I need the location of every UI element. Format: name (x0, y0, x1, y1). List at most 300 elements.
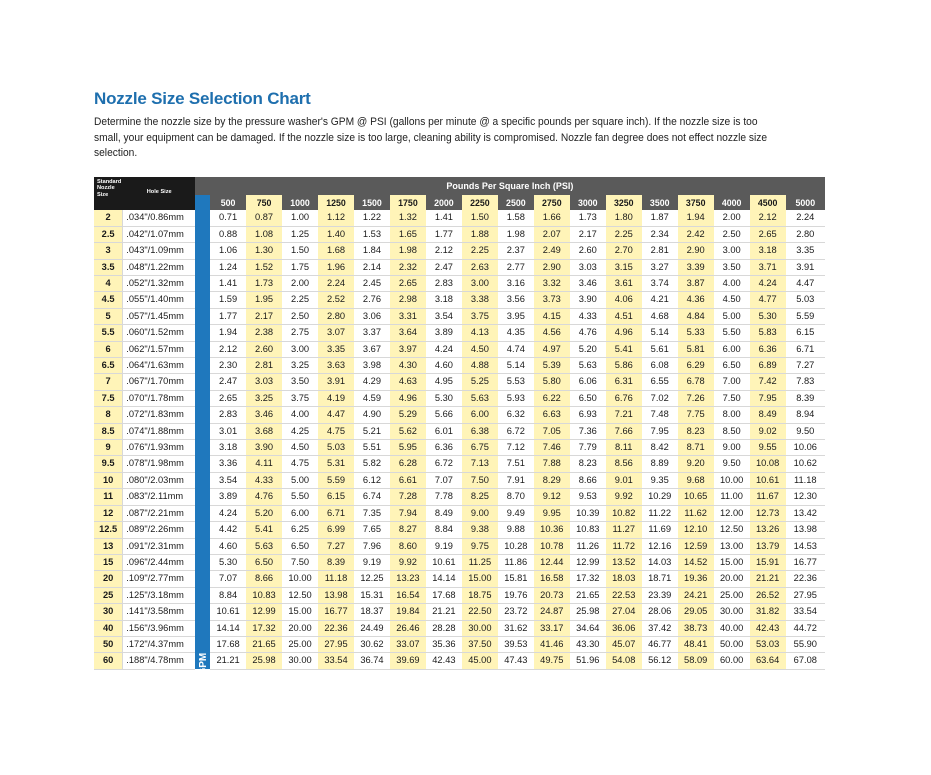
gpm-value-cell: 9.88 (498, 522, 534, 538)
gpm-value-cell: 48.41 (678, 636, 714, 652)
gpm-value-cell: 3.56 (498, 292, 534, 308)
gpm-value-cell: 6.78 (678, 374, 714, 390)
gpm-value-cell: 0.88 (210, 226, 246, 242)
gpm-value-cell: 4.76 (570, 325, 606, 341)
gpm-value-cell: 10.36 (534, 522, 570, 538)
gpm-value-cell: 5.20 (570, 341, 606, 357)
gpm-value-cell: 13.00 (714, 538, 750, 554)
gpm-value-cell: 4.47 (786, 276, 825, 292)
psi-header-3250: 3250 (606, 195, 642, 210)
gpm-value-cell: 13.98 (786, 522, 825, 538)
gpm-value-cell: 14.03 (642, 554, 678, 570)
gpm-value-cell: 2.17 (570, 226, 606, 242)
gpm-value-cell: 5.80 (534, 374, 570, 390)
gpm-value-cell: 6.38 (462, 423, 498, 439)
gpm-value-cell: 5.03 (318, 440, 354, 456)
gpm-value-cell: 4.13 (462, 325, 498, 341)
gpm-value-cell: 8.56 (606, 456, 642, 472)
gpm-value-cell: 15.31 (354, 587, 390, 603)
gpm-value-cell: 33.54 (318, 653, 354, 669)
nozzle-size-cell: 3.5 (94, 259, 123, 275)
gpm-value-cell: 2.12 (750, 210, 786, 226)
gpm-value-cell: 2.42 (678, 226, 714, 242)
nozzle-chart (94, 177, 825, 775)
gpm-value-cell: 9.50 (786, 423, 825, 439)
gpm-value-cell: 50.00 (714, 636, 750, 652)
gpm-value-cell: 7.75 (678, 407, 714, 423)
gpm-value-cell: 7.36 (570, 423, 606, 439)
gpm-value-cell: 20.00 (282, 620, 318, 636)
gpm-value-cell: 4.42 (210, 522, 246, 538)
psi-header-1750: 1750 (390, 195, 426, 210)
hole-size-cell: .188"/4.78mm (123, 653, 195, 669)
gpm-value-cell: 13.98 (318, 587, 354, 603)
gpm-value-cell: 2.24 (786, 210, 825, 226)
nozzle-size-cell: 40 (94, 620, 123, 636)
hole-size-cell: .043"/1.09mm (123, 243, 195, 259)
gpm-value-cell: 7.46 (534, 440, 570, 456)
intro-paragraph: Determine the nozzle size by the pressure washer's GPM @ PSI (gallons per minute @ a specific pounds per square inch). If the nozzle size is too small, your equipment can be damaged. If the nozzle size is too large, cleaning ability is compromised. Nozzle fan degree does not effect nozzle size selection. (94, 116, 768, 159)
hole-size-cell: .087"/2.21mm (123, 505, 195, 521)
gpm-value-cell: 5.86 (606, 358, 642, 374)
psi-header-3750: 3750 (678, 195, 714, 210)
gpm-value-cell: 9.68 (678, 472, 714, 488)
gpm-value-cell: 6.36 (750, 341, 786, 357)
psi-header-2000: 2000 (426, 195, 462, 210)
gpm-value-cell: 1.50 (462, 210, 498, 226)
gpm-value-cell: 7.07 (210, 571, 246, 587)
gpm-value-cell: 24.87 (534, 604, 570, 620)
gpm-bar-header (195, 195, 210, 210)
gpm-value-cell: 1.98 (390, 243, 426, 259)
gpm-value-cell: 45.00 (462, 653, 498, 669)
gpm-value-cell: 10.83 (570, 522, 606, 538)
gpm-value-cell: 26.52 (750, 587, 786, 603)
gpm-value-cell: 4.59 (354, 390, 390, 406)
gpm-value-cell: 6.08 (642, 358, 678, 374)
gpm-value-cell: 15.00 (714, 554, 750, 570)
gpm-value-cell: 37.50 (462, 636, 498, 652)
gpm-value-cell: 7.94 (390, 505, 426, 521)
psi-header-1250: 1250 (318, 195, 354, 210)
gpm-value-cell: 9.55 (750, 440, 786, 456)
gpm-value-cell: 2.38 (246, 325, 282, 341)
psi-header-3000: 3000 (570, 195, 606, 210)
gpm-value-cell: 13.79 (750, 538, 786, 554)
gpm-value-cell: 10.06 (786, 440, 825, 456)
gpm-value-cell: 3.91 (786, 259, 825, 275)
gpm-value-cell: 4.33 (570, 308, 606, 324)
gpm-value-cell: 12.30 (786, 489, 825, 505)
gpm-value-cell: 67.08 (786, 653, 825, 669)
gpm-value-cell: 6.50 (714, 358, 750, 374)
gpm-value-cell: 6.61 (390, 472, 426, 488)
gpm-value-cell: 10.29 (642, 489, 678, 505)
gpm-value-cell: 27.04 (606, 604, 642, 620)
gpm-value-cell: 8.49 (750, 407, 786, 423)
gpm-value-cell: 9.00 (714, 440, 750, 456)
gpm-value-cell: 16.77 (786, 554, 825, 570)
gpm-value-cell: 12.99 (246, 604, 282, 620)
gpm-value-cell: 6.01 (426, 423, 462, 439)
gpm-value-cell: 4.74 (498, 341, 534, 357)
gpm-value-cell: 3.87 (678, 276, 714, 292)
gpm-value-cell: 0.71 (210, 210, 246, 226)
gpm-value-cell: 2.83 (426, 276, 462, 292)
gpm-value-cell: 2.76 (354, 292, 390, 308)
gpm-value-cell: 3.25 (246, 390, 282, 406)
gpm-value-cell: 3.07 (318, 325, 354, 341)
gpm-value-cell: 17.68 (210, 636, 246, 652)
gpm-value-cell: 5.41 (246, 522, 282, 538)
gpm-value-cell: 12.44 (534, 554, 570, 570)
gpm-value-cell: 4.60 (426, 358, 462, 374)
gpm-value-cell: 3.18 (210, 440, 246, 456)
header-psi: Pounds Per Square Inch (PSI) (195, 177, 825, 195)
gpm-value-cell: 1.06 (210, 243, 246, 259)
gpm-value-cell: 7.26 (678, 390, 714, 406)
gpm-value-cell: 17.68 (426, 587, 462, 603)
nozzle-size-cell: 11 (94, 489, 123, 505)
gpm-value-cell: 11.18 (786, 472, 825, 488)
gpm-value-cell: 14.14 (426, 571, 462, 587)
gpm-value-cell: 21.65 (246, 636, 282, 652)
gpm-value-cell: 38.73 (678, 620, 714, 636)
gpm-value-cell: 2.65 (750, 226, 786, 242)
gpm-value-cell: 5.95 (390, 440, 426, 456)
gpm-value-cell: 3.75 (282, 390, 318, 406)
psi-header-750: 750 (246, 195, 282, 210)
psi-header-2500: 2500 (498, 195, 534, 210)
gpm-value-cell: 9.75 (462, 538, 498, 554)
hole-size-cell: .057"/1.45mm (123, 308, 195, 324)
nozzle-size-cell: 6.5 (94, 358, 123, 374)
gpm-value-cell: 2.12 (210, 341, 246, 357)
gpm-value-cell: 6.76 (606, 390, 642, 406)
gpm-value-cell: 6.25 (282, 522, 318, 538)
gpm-value-cell: 4.00 (714, 276, 750, 292)
gpm-value-cell: 20.00 (714, 571, 750, 587)
gpm-value-cell: 1.95 (246, 292, 282, 308)
gpm-value-cell: 5.21 (354, 423, 390, 439)
gpm-value-cell: 12.16 (642, 538, 678, 554)
gpm-value-cell: 60.00 (714, 653, 750, 669)
nozzle-size-cell: 9.5 (94, 456, 123, 472)
gpm-value-cell: 1.68 (318, 243, 354, 259)
hole-size-cell: .034"/0.86mm (123, 210, 195, 226)
gpm-value-cell: 11.62 (678, 505, 714, 521)
nozzle-size-cell: 12 (94, 505, 123, 521)
gpm-value-cell: 12.00 (714, 505, 750, 521)
gpm-value-cell: 7.65 (354, 522, 390, 538)
hole-size-cell: .042"/1.07mm (123, 226, 195, 242)
gpm-value-cell: 7.00 (714, 374, 750, 390)
hole-size-cell: .070"/1.78mm (123, 390, 195, 406)
gpm-value-cell: 7.21 (606, 407, 642, 423)
gpm-value-cell: 1.41 (210, 276, 246, 292)
gpm-value-cell: 5.63 (462, 390, 498, 406)
gpm-value-cell: 1.52 (246, 259, 282, 275)
gpm-value-cell: 4.51 (606, 308, 642, 324)
gpm-value-cell: 4.19 (318, 390, 354, 406)
gpm-value-cell: 1.50 (282, 243, 318, 259)
gpm-value-cell: 1.41 (426, 210, 462, 226)
gpm-value-cell: 3.18 (750, 243, 786, 259)
hole-size-cell: .055"/1.40mm (123, 292, 195, 308)
gpm-value-cell: 27.95 (786, 587, 825, 603)
gpm-value-cell: 42.43 (426, 653, 462, 669)
gpm-value-cell: 14.53 (786, 538, 825, 554)
hole-size-cell: .067"/1.70mm (123, 374, 195, 390)
gpm-value-cell: 1.58 (498, 210, 534, 226)
hole-size-cell: .072"/1.83mm (123, 407, 195, 423)
gpm-value-cell: 3.27 (642, 259, 678, 275)
gpm-value-cell: 6.72 (498, 423, 534, 439)
psi-header-1000: 1000 (282, 195, 318, 210)
gpm-value-cell: 3.74 (642, 276, 678, 292)
psi-header-4500: 4500 (750, 195, 786, 210)
gpm-value-cell: 1.40 (318, 226, 354, 242)
gpm-value-cell: 3.00 (462, 276, 498, 292)
gpm-value-cell: 9.19 (426, 538, 462, 554)
gpm-value-cell: 3.50 (714, 259, 750, 275)
gpm-value-cell: 10.65 (678, 489, 714, 505)
gpm-value-cell: 46.77 (642, 636, 678, 652)
gpm-value-cell: 1.73 (246, 276, 282, 292)
gpm-value-cell: 4.75 (318, 423, 354, 439)
psi-header-500: 500 (210, 195, 246, 210)
gpm-value-cell: 2.12 (426, 243, 462, 259)
gpm-value-cell: 3.37 (354, 325, 390, 341)
gpm-value-cell: 2.50 (282, 308, 318, 324)
gpm-value-cell: 2.49 (534, 243, 570, 259)
gpm-value-cell: 3.35 (318, 341, 354, 357)
gpm-value-cell: 45.07 (606, 636, 642, 652)
gpm-value-cell: 1.22 (354, 210, 390, 226)
gpm-value-cell: 8.23 (678, 423, 714, 439)
gpm-value-cell: 6.15 (786, 325, 825, 341)
gpm-value-cell: 3.63 (318, 358, 354, 374)
gpm-value-cell: 2.37 (498, 243, 534, 259)
gpm-value-cell: 3.98 (354, 358, 390, 374)
gpm-value-cell: 7.78 (426, 489, 462, 505)
gpm-value-cell: 14.52 (678, 554, 714, 570)
gpm-value-cell: 2.63 (462, 259, 498, 275)
gpm-value-cell: 5.00 (714, 308, 750, 324)
nozzle-size-cell: 12.5 (94, 522, 123, 538)
gpm-value-cell: 3.38 (462, 292, 498, 308)
gpm-value-cell: 2.30 (210, 358, 246, 374)
gpm-value-cell: 3.90 (570, 292, 606, 308)
gpm-value-cell: 10.83 (246, 587, 282, 603)
gpm-value-cell: 7.35 (354, 505, 390, 521)
gpm-value-cell: 2.81 (642, 243, 678, 259)
gpm-value-cell: 10.78 (534, 538, 570, 554)
gpm-value-cell: 21.21 (426, 604, 462, 620)
gpm-value-cell: 18.37 (354, 604, 390, 620)
hole-size-cell: .125"/3.18mm (123, 587, 195, 603)
gpm-value-cell: 5.39 (534, 358, 570, 374)
gpm-value-cell: 8.50 (714, 423, 750, 439)
gpm-value-cell: 6.63 (534, 407, 570, 423)
gpm-value-cell: 8.42 (642, 440, 678, 456)
gpm-value-cell: 12.10 (678, 522, 714, 538)
gpm-value-cell: 7.66 (606, 423, 642, 439)
gpm-value-cell: 11.25 (462, 554, 498, 570)
gpm-value-cell: 42.43 (750, 620, 786, 636)
gpm-value-cell: 7.95 (750, 390, 786, 406)
gpm-value-cell: 12.25 (354, 571, 390, 587)
page-title: Nozzle Size Selection Chart (94, 89, 311, 108)
gpm-value-cell: 7.50 (714, 390, 750, 406)
gpm-value-cell: 6.12 (354, 472, 390, 488)
nozzle-size-cell: 60 (94, 653, 123, 669)
hole-size-cell: .172"/4.37mm (123, 636, 195, 652)
gpm-value-cell: 12.59 (678, 538, 714, 554)
gpm-value-cell: 1.53 (354, 226, 390, 242)
hole-size-cell: .052"/1.32mm (123, 276, 195, 292)
gpm-value-cell: 8.66 (570, 472, 606, 488)
gpm-value-cell: 4.76 (246, 489, 282, 505)
gpm-value-cell: 7.79 (570, 440, 606, 456)
gpm-value-cell: 5.30 (750, 308, 786, 324)
gpm-value-cell: 22.50 (462, 604, 498, 620)
gpm-value-cell: 39.69 (390, 653, 426, 669)
gpm-value-cell: 3.18 (426, 292, 462, 308)
gpm-value-cell: 14.14 (210, 620, 246, 636)
gpm-value-cell: 1.00 (282, 210, 318, 226)
gpm-value-cell: 5.51 (354, 440, 390, 456)
gpm-value-cell: 11.26 (570, 538, 606, 554)
gpm-value-cell: 3.46 (570, 276, 606, 292)
gpm-value-cell: 3.91 (318, 374, 354, 390)
gpm-value-cell: 15.81 (498, 571, 534, 587)
gpm-value-cell: 6.50 (246, 554, 282, 570)
gpm-value-cell: 1.94 (210, 325, 246, 341)
nozzle-size-cell: 7.5 (94, 390, 123, 406)
gpm-value-cell: 22.36 (786, 571, 825, 587)
gpm-value-cell: 8.29 (534, 472, 570, 488)
gpm-value-cell: 3.54 (426, 308, 462, 324)
gpm-value-cell: 3.89 (210, 489, 246, 505)
gpm-value-cell: 7.96 (354, 538, 390, 554)
gpm-value-cell: 4.24 (750, 276, 786, 292)
gpm-value-cell: 30.00 (714, 604, 750, 620)
gpm-value-cell: 2.14 (354, 259, 390, 275)
gpm-value-cell: 8.71 (678, 440, 714, 456)
gpm-value-cell: 5.82 (354, 456, 390, 472)
psi-header-2750: 2750 (534, 195, 570, 210)
nozzle-size-cell: 4.5 (94, 292, 123, 308)
gpm-value-cell: 4.36 (678, 292, 714, 308)
gpm-value-cell: 7.50 (282, 554, 318, 570)
gpm-value-cell: 4.06 (606, 292, 642, 308)
gpm-value-cell: 2.75 (282, 325, 318, 341)
gpm-value-cell: 9.12 (534, 489, 570, 505)
gpm-value-cell: 2.25 (606, 226, 642, 242)
gpm-value-cell: 49.75 (534, 653, 570, 669)
gpm-value-cell: 8.11 (606, 440, 642, 456)
gpm-value-cell: 5.61 (642, 341, 678, 357)
gpm-value-cell: 33.07 (390, 636, 426, 652)
gpm-value-cell: 1.32 (390, 210, 426, 226)
gpm-value-cell: 35.36 (426, 636, 462, 652)
nozzle-size-cell: 7 (94, 374, 123, 390)
gpm-value-cell: 6.55 (642, 374, 678, 390)
nozzle-size-cell: 8 (94, 407, 123, 423)
gpm-value-cell: 63.64 (750, 653, 786, 669)
gpm-value-cell: 6.00 (462, 407, 498, 423)
gpm-value-cell: 5.30 (210, 554, 246, 570)
gpm-value-cell: 1.73 (570, 210, 606, 226)
gpm-value-cell: 25.98 (246, 653, 282, 669)
gpm-value-cell: 4.24 (210, 505, 246, 521)
gpm-value-cell: 3.16 (498, 276, 534, 292)
gpm-value-cell: 51.96 (570, 653, 606, 669)
gpm-value-cell: 21.65 (570, 587, 606, 603)
gpm-value-cell: 4.97 (534, 341, 570, 357)
gpm-value-cell: 4.84 (678, 308, 714, 324)
gpm-value-cell: 1.84 (354, 243, 390, 259)
gpm-value-cell: 6.32 (498, 407, 534, 423)
gpm-value-cell: 9.92 (606, 489, 642, 505)
gpm-value-cell: 6.89 (750, 358, 786, 374)
nozzle-size-cell: 5.5 (94, 325, 123, 341)
gpm-value-cell: 5.53 (498, 374, 534, 390)
gpm-value-cell: 3.61 (606, 276, 642, 292)
nozzle-size-cell: 8.5 (94, 423, 123, 439)
hole-size-cell: .076"/1.93mm (123, 440, 195, 456)
gpm-value-cell: 5.59 (786, 308, 825, 324)
gpm-value-cell: 2.34 (642, 226, 678, 242)
psi-header-3500: 3500 (642, 195, 678, 210)
gpm-value-cell: 28.06 (642, 604, 678, 620)
gpm-value-cell: 7.27 (786, 358, 825, 374)
gpm-value-cell: 15.91 (750, 554, 786, 570)
gpm-value-cell: 6.28 (390, 456, 426, 472)
gpm-value-cell: 1.08 (246, 226, 282, 242)
gpm-value-cell: 1.98 (498, 226, 534, 242)
gpm-value-cell: 4.68 (642, 308, 678, 324)
gpm-value-cell: 13.26 (750, 522, 786, 538)
gpm-value-cell: 30.00 (282, 653, 318, 669)
gpm-value-cell: 4.60 (210, 538, 246, 554)
gpm-value-cell: 3.03 (246, 374, 282, 390)
gpm-value-cell: 24.49 (354, 620, 390, 636)
gpm-value-cell: 9.38 (462, 522, 498, 538)
nozzle-size-cell: 25 (94, 587, 123, 603)
gpm-value-cell: 8.70 (498, 489, 534, 505)
gpm-value-cell: 6.22 (534, 390, 570, 406)
gpm-value-cell: 5.50 (714, 325, 750, 341)
gpm-value-cell: 6.29 (678, 358, 714, 374)
gpm-value-cell: 3.36 (210, 456, 246, 472)
gpm-value-cell: 2.80 (318, 308, 354, 324)
gpm-value-cell: 2.17 (246, 308, 282, 324)
gpm-value-cell: 4.96 (390, 390, 426, 406)
gpm-value-cell: 4.50 (714, 292, 750, 308)
gpm-value-cell: 8.89 (642, 456, 678, 472)
gpm-value-cell: 1.75 (282, 259, 318, 275)
gpm-value-cell: 13.42 (786, 505, 825, 521)
gpm-value-cell: 5.14 (498, 358, 534, 374)
gpm-value-cell: 10.28 (498, 538, 534, 554)
gpm-value-cell: 3.73 (534, 292, 570, 308)
psi-header-5000: 5000 (786, 195, 825, 210)
gpm-value-cell: 2.24 (318, 276, 354, 292)
gpm-value-cell: 4.47 (318, 407, 354, 423)
gpm-value-cell: 3.90 (246, 440, 282, 456)
